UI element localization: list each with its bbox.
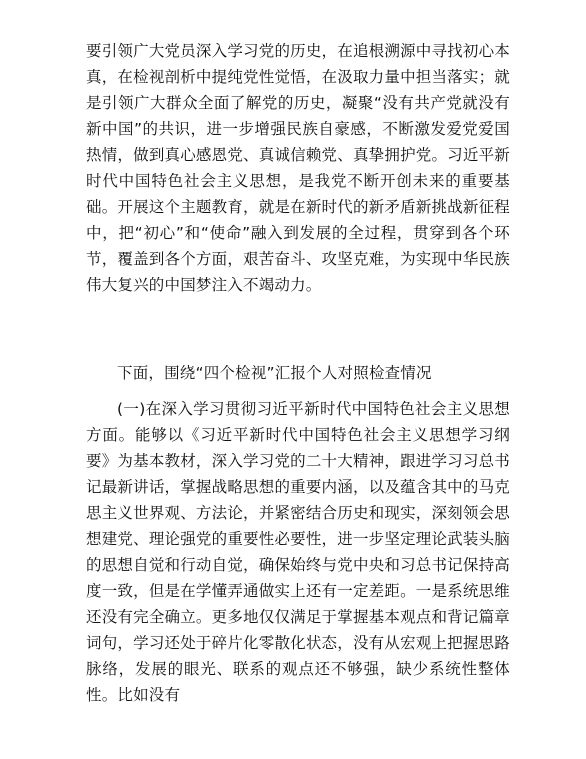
paragraph-section-lead: 下面，围绕“四个检视”汇报个人对照检查情况 xyxy=(117,364,432,382)
paragraph-intro-continuation: 要引领广大党员深入学习党的历史，在追根溯源中寻找初心本真，在检视剖析中提纯党性觉悟，在汲取力量中担当落实；就是引领广大群众全面了解党的历史，凝聚“没有共产党就没有新中国”的共识，进一步增强民族自豪感，不断激发爱党爱国热情，做到真心感恩党、真诚信赖党、真挚拥护党。习近平新时代中国特色社会主义思想，是我党不断开创未来的重要基础。开展这个主题教育，就是在新时代的新矛盾新挑战新征程中，把“初心”和“使命”融入到发展的全过程，贯穿到各个环节，覆盖到各个方面，艰苦奋斗、攻坚克难，为实现中华民族伟大复兴的中国梦注入不竭动力。 xyxy=(86,42,510,294)
paragraph-section-one: (一)在深入学习贯彻习近平新时代中国特色社会主义思想方面。能够以《习近平新时代中国特色社会主义思想学习纲要》为基本教材，深入学习党的二十大精神，跟进学习习总书记最新讲话，掌握战略思想的重要内涵，以及蕴含其中的马克思主义世界观、方法论，并紧密结合历史和现实，深刻领会思想建党、理论强党的重要性必要性，进一步坚定理论武装头脑的思想自觉和行动自觉，确保始终与党中央和习总书记保持高度一致，但是在学懂弄通做实上还有一定差距。一是系统思维还没有完全确立。更多地仅仅满足于掌握基本观点和背记篇章词句，学习还处于碎片化零散化状态，没有从宏观上把握思路脉络，发展的眼光、联系的观点还不够强，缺少系统性整体性。比如没有 xyxy=(86,400,510,704)
